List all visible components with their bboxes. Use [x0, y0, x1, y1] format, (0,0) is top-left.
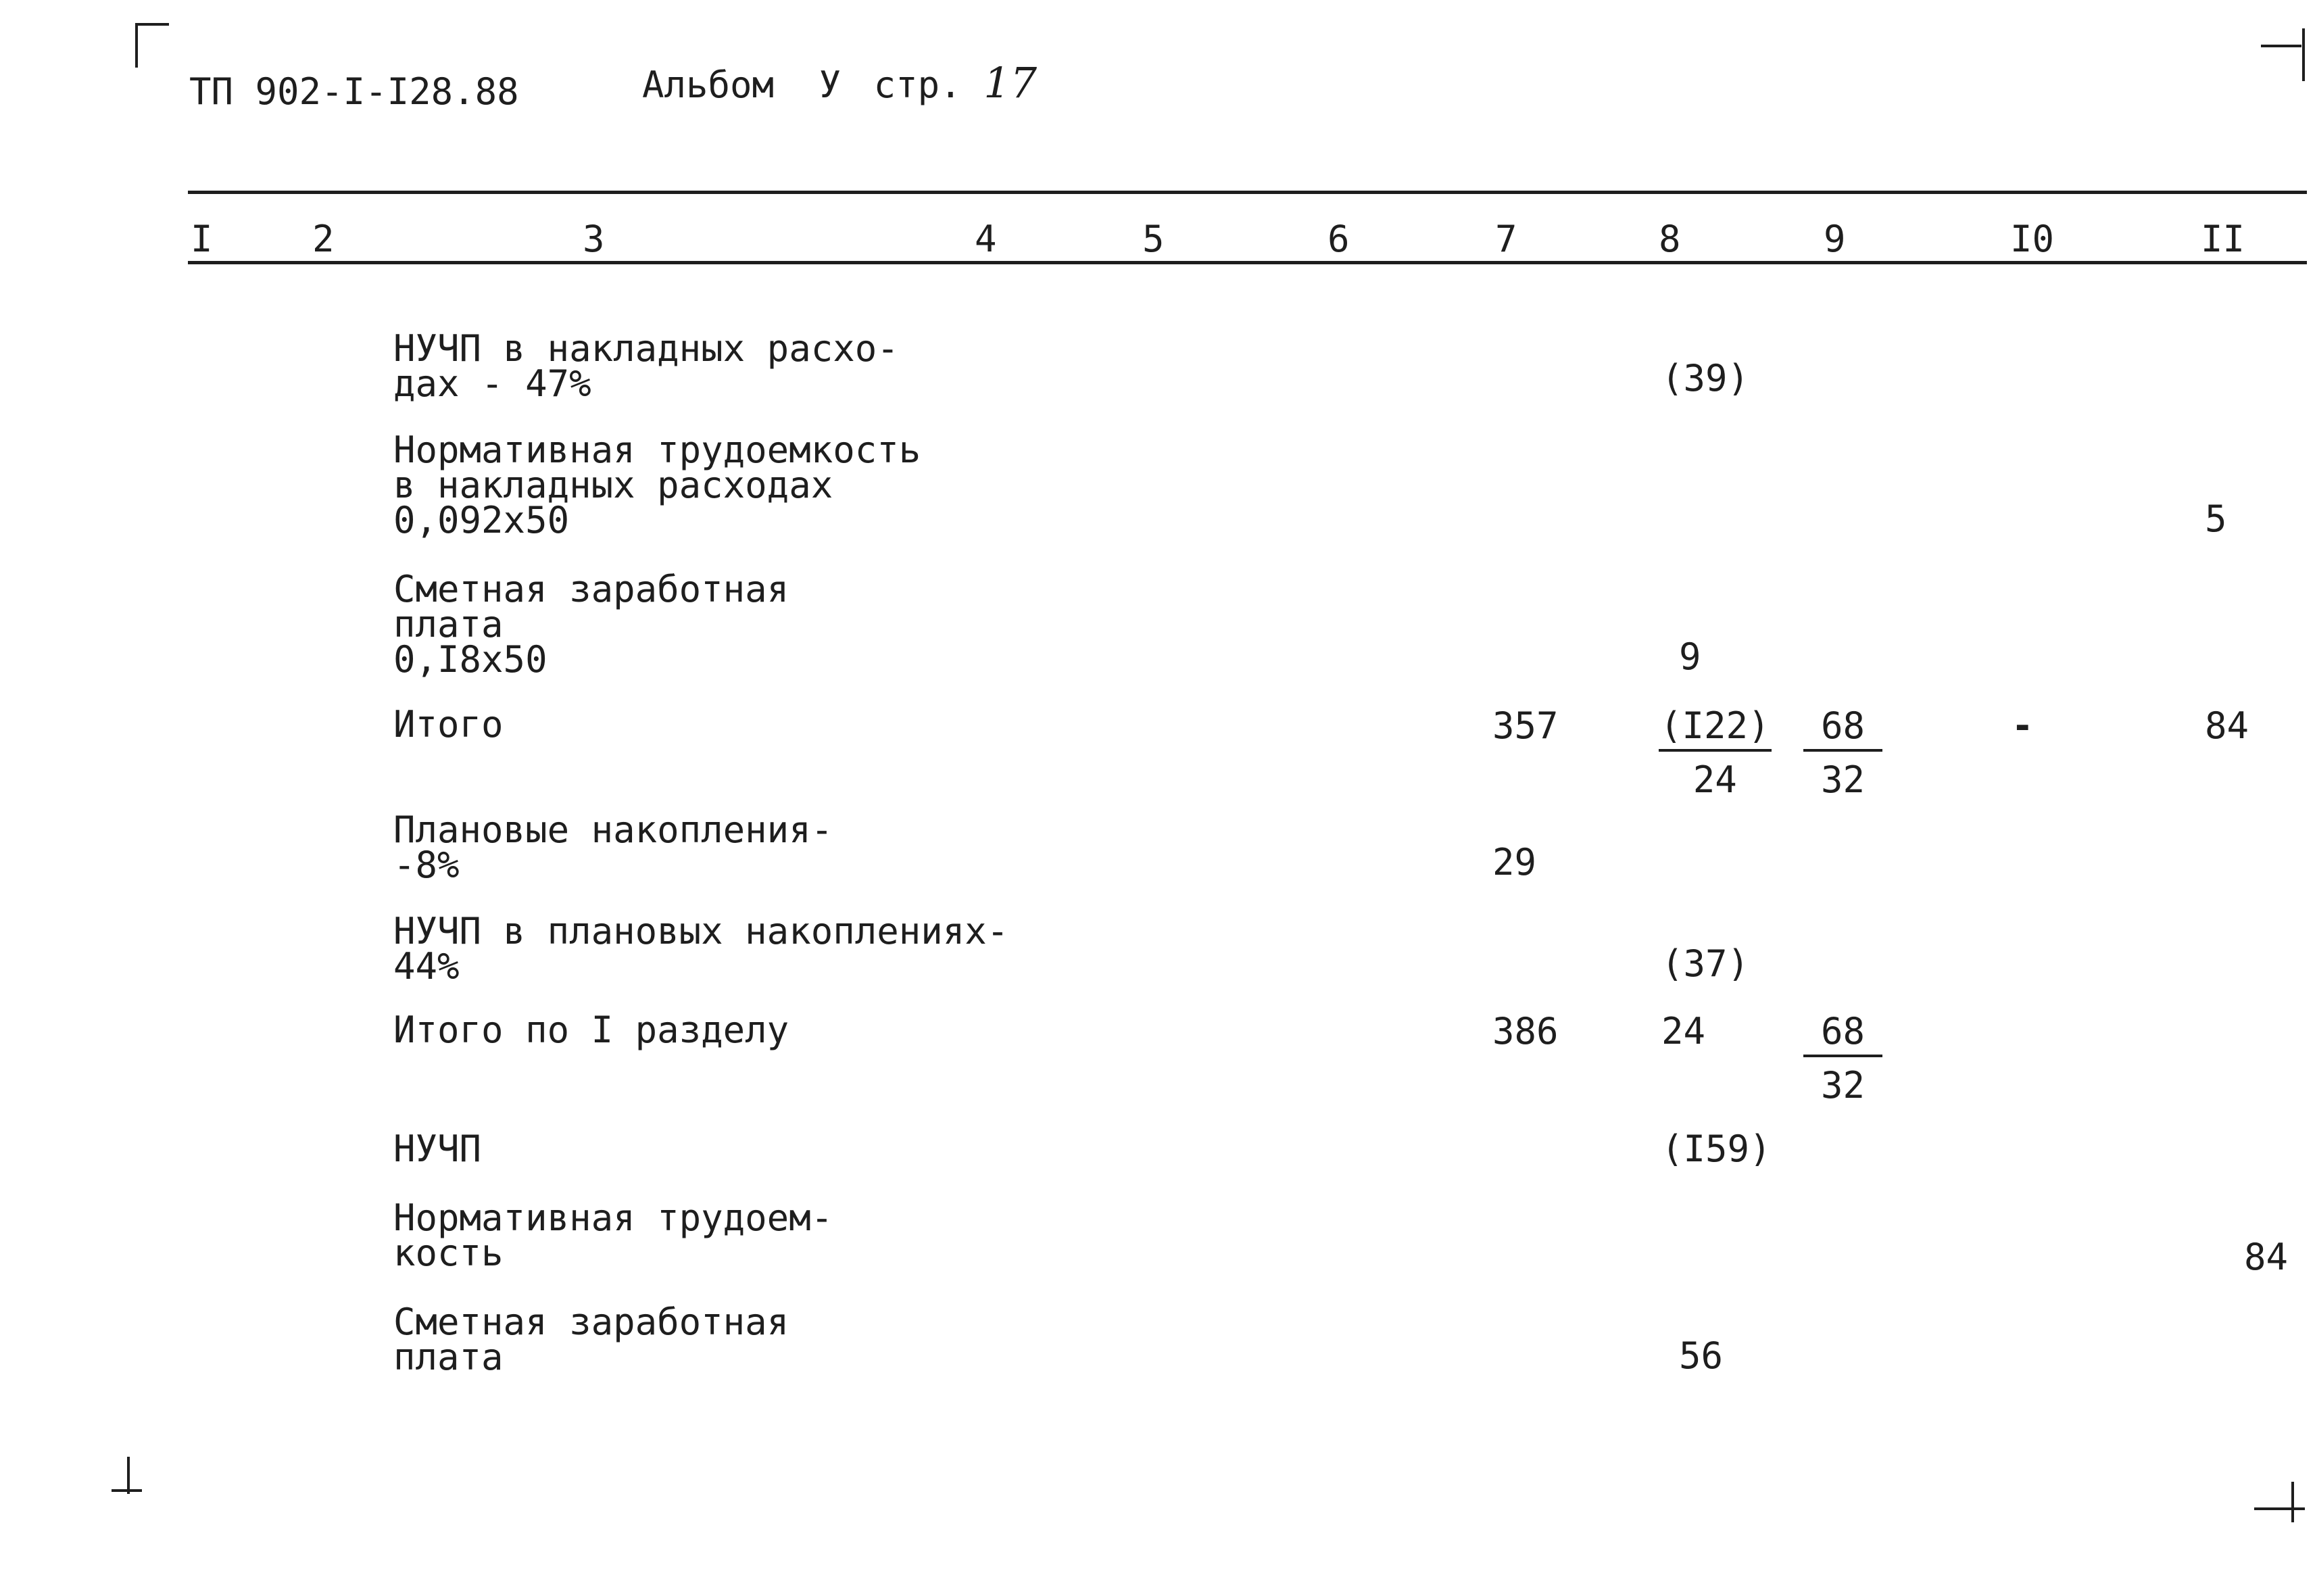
column-header: 4: [975, 218, 997, 260]
fraction-denominator: 32: [1821, 1064, 1866, 1107]
row-label-nuchp: НУЧП: [393, 1128, 482, 1170]
fraction-numerator: 68: [1803, 1013, 1882, 1057]
cell-nuchp-savings-c8: (37): [1661, 942, 1750, 985]
cell-wage-c8: 56: [1679, 1334, 1724, 1377]
fraction-numerator: (I22): [1659, 707, 1772, 752]
label-line: Нормативная трудоемкость: [393, 429, 921, 471]
cell-labor-c11: 84: [2244, 1236, 2289, 1278]
cell-labor-overhead-c11: 5: [2205, 498, 2227, 540]
column-header: II: [2201, 218, 2245, 260]
column-header: 5: [1142, 218, 1165, 260]
cell-total-c8-fraction: [1659, 704, 1772, 801]
cell-total-section-c8: 24: [1661, 1010, 1706, 1053]
album-volume: У: [819, 64, 842, 106]
cell-total-c10: -: [2012, 704, 2034, 747]
crop-mark-top-right: [2258, 27, 2312, 88]
cell-planned-savings-c7: 29: [1492, 841, 1537, 884]
label-line: Нормативная трудоем-: [393, 1196, 833, 1239]
row-label-total: Итого: [393, 703, 504, 746]
album-word: Альбом: [642, 64, 775, 106]
column-header: I0: [2010, 218, 2055, 260]
row-label-total-section: Итого по I разделу: [393, 1009, 789, 1051]
page-number: 17: [983, 58, 1038, 107]
fraction-denominator: 32: [1821, 758, 1866, 801]
column-header: 3: [583, 218, 605, 260]
cell-nuchp-c8: (I59): [1661, 1128, 1772, 1170]
row-label-planned-savings: [393, 808, 833, 886]
cell-total-section-c9-fraction: [1803, 1010, 1882, 1107]
label-line: 0,I8х50: [393, 638, 547, 681]
row-label-labor: [393, 1196, 833, 1274]
crop-mark-bottom-right: [2251, 1474, 2312, 1528]
label-line: Сметная заработная: [393, 568, 789, 610]
row-label-nuchp-overhead: [393, 327, 899, 405]
table-header-bottom-rule: [188, 261, 2307, 264]
label-line: дах - 47%: [393, 362, 591, 405]
label-line: плата: [393, 603, 504, 646]
cell-total-section-c7: 386: [1492, 1010, 1559, 1053]
cell-total-c11: 84: [2205, 704, 2249, 747]
column-header: 7: [1495, 218, 1517, 260]
label-line: в накладных расходах: [393, 464, 833, 506]
label-line: 44%: [393, 945, 460, 988]
label-line: -8%: [393, 844, 460, 886]
row-label-nuchp-savings: [393, 910, 1009, 988]
label-line: Плановые накопления-: [393, 808, 833, 851]
label-line: кость: [393, 1232, 504, 1274]
row-label-labor-overhead: [393, 429, 921, 541]
column-header: 6: [1327, 218, 1350, 260]
label-line: 0,092х50: [393, 499, 570, 541]
page-prefix: стр.: [873, 64, 962, 106]
cell-total-c7: 357: [1492, 704, 1559, 747]
column-header: 8: [1659, 218, 1681, 260]
label-line: НУЧП в накладных расхо-: [393, 327, 899, 370]
row-label-wage-overhead: [393, 568, 789, 681]
album-label: [642, 58, 1038, 107]
cell-wage-overhead-c8: 9: [1679, 635, 1701, 678]
crop-mark-top-left: [128, 20, 182, 74]
doc-code: ТП 902-I-I28.88: [189, 70, 519, 113]
fraction-numerator: 68: [1803, 707, 1882, 752]
label-line: Сметная заработная: [393, 1301, 789, 1343]
label-line: НУЧП в плановых накоплениях-: [393, 910, 1009, 952]
cell-total-c9-fraction: [1803, 704, 1882, 801]
column-header: 2: [312, 218, 335, 260]
fraction-denominator: 24: [1692, 758, 1737, 801]
crop-mark-bottom-left: [108, 1453, 149, 1507]
column-header: 9: [1824, 218, 1846, 260]
label-line: плата: [393, 1336, 504, 1378]
table-top-rule: [188, 191, 2307, 194]
column-header: I: [191, 218, 213, 260]
cell-nuchp-overhead-c8: (39): [1661, 357, 1750, 400]
row-label-wage: [393, 1301, 789, 1378]
